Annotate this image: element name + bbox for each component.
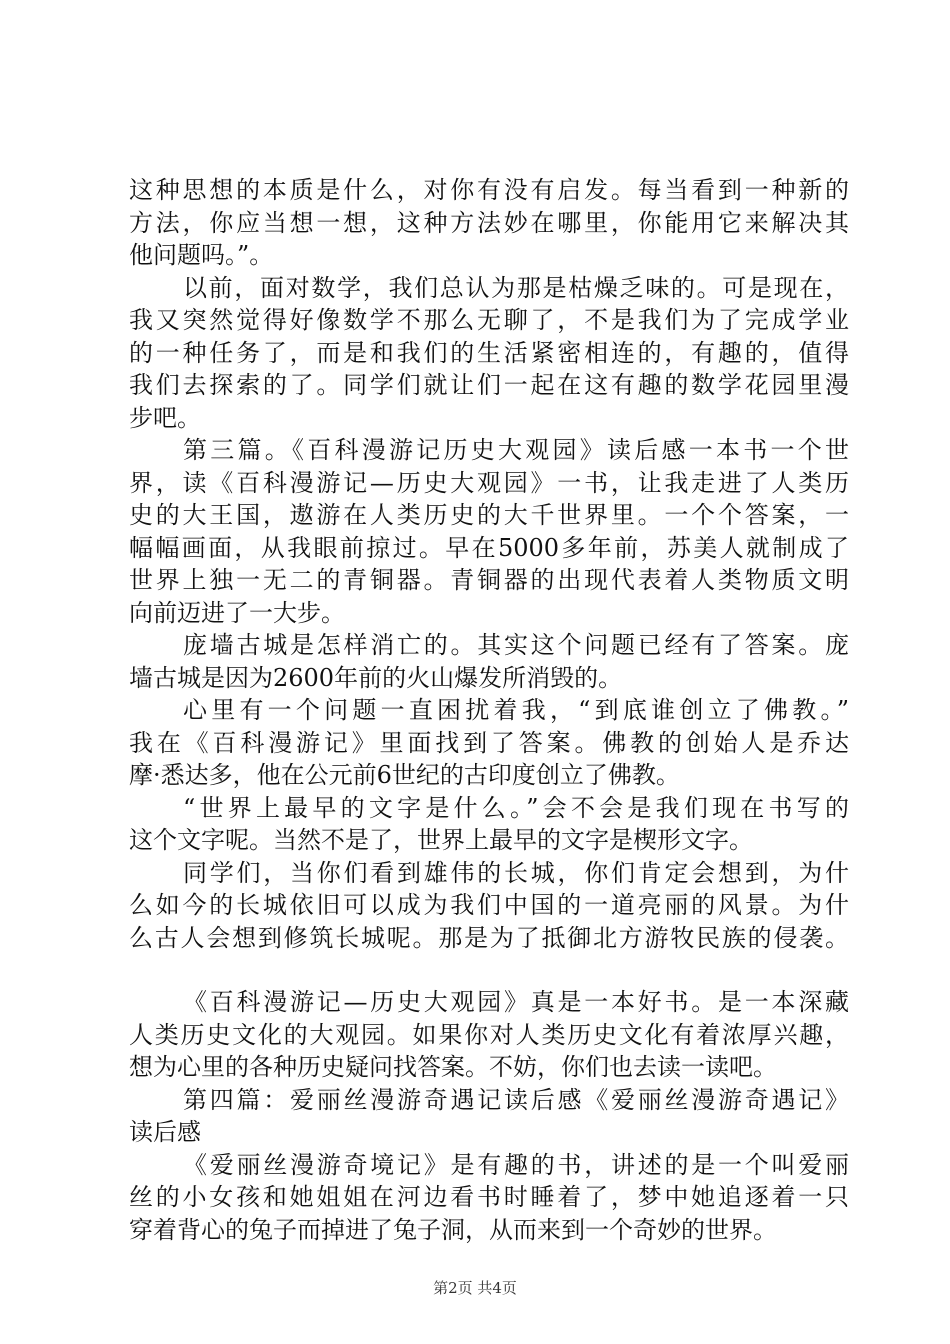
text-line: 摩·悉达多，他在公元前6世纪的古印度创立了佛教。 xyxy=(129,761,680,789)
text-line: 我在《百科漫游记》里面找到了答案。佛教的创始人是乔达 xyxy=(129,728,849,757)
text-line: 穿着背心的兔子而掉进了兔子洞，从而来到一个奇妙的世界。 xyxy=(129,1215,777,1244)
text-line: 界，读《百科漫游记—历史大观园》一书，让我走进了人类历 xyxy=(129,468,849,497)
text-line: 心里有一个问题一直困扰着我，“到底谁创立了佛教。” xyxy=(183,696,849,724)
text-line: 步吧。 xyxy=(129,403,201,432)
page-footer xyxy=(0,1277,950,1298)
text-line: 幅幅画面，从我眼前掠过。早在5000多年前，苏美人就制成了 xyxy=(129,533,849,562)
text-line: 向前迈进了一大步。 xyxy=(129,598,345,627)
text-line: 的一种任务了，而是和我们的生活紧密相连的，有趣的，值得 xyxy=(129,338,849,367)
text-line: 我又突然觉得好像数学不那么无聊了，不是我们为了完成学业 xyxy=(129,306,849,334)
text-line: 《爱丽丝漫游奇境记》是有趣的书，讲述的是一个叫爱丽 xyxy=(183,1150,849,1179)
text-line: 墙古城是因为2600年前的火山爆发所消毁的。 xyxy=(129,663,623,692)
document-body xyxy=(129,174,849,1246)
text-line: 同学们，当你们看到雄伟的长城，你们肯定会想到，为什 xyxy=(183,858,849,887)
text-line: 想为心里的各种历史疑问找答案。不妨，你们也去读一读吧。 xyxy=(129,1053,777,1081)
page-number: 第2页 共4页 xyxy=(433,1279,517,1297)
text-line: 这个文字呢。当然不是了，世界上最早的文字是楔形文字。 xyxy=(129,826,753,854)
text-line: “世界上最早的文字是什么。”会不会是我们现在书写的 xyxy=(183,793,849,822)
text-line: 这种思想的本质是什么，对你有没有启发。每当看到一种新的 xyxy=(129,176,849,204)
text-line: 丝的小女孩和她姐姐在河边看书时睡着了，梦中她追逐着一只 xyxy=(129,1183,849,1211)
text-line: 方法，你应当想一想，这种方法妙在哪里，你能用它来解决其 xyxy=(129,208,849,237)
text-line: 以前，面对数学，我们总认为那是枯燥乏味的。可是现在， xyxy=(183,273,849,302)
text-line: 么古人会想到修筑长城呢。那是为了抵御北方游牧民族的侵袭。 xyxy=(129,923,849,952)
text-line: 他问题吗。”。 xyxy=(129,241,274,269)
text-line: 《百科漫游记—历史大观园》真是一本好书。是一本深藏 xyxy=(183,988,849,1016)
text-line: 庞墙古城是怎样消亡的。其实这个问题已经有了答案。庞 xyxy=(183,631,849,659)
text-line: 人类历史文化的大观园。如果你对人类历史文化有着浓厚兴趣， xyxy=(129,1020,849,1049)
text-line: 读后感 xyxy=(129,1118,201,1146)
text-line: 我们去探索的了。同学们就让们一起在这有趣的数学花园里漫 xyxy=(129,371,849,399)
paragraph-gap xyxy=(129,954,849,986)
text-line: 么如今的长城依旧可以成为我们中国的一道亮丽的风景。为什 xyxy=(129,891,849,919)
text-line: 世界上独一无二的青铜器。青铜器的出现代表着人类物质文明 xyxy=(129,566,849,594)
text-line: 史的大王国，遨游在人类历史的大千世界里。一个个答案，一 xyxy=(129,501,849,529)
text-line: 第三篇。《百科漫游记历史大观园》读后感一本书一个世 xyxy=(183,436,849,464)
text-line: 第四篇：爱丽丝漫游奇遇记读后感《爱丽丝漫游奇遇记》 xyxy=(183,1085,849,1114)
